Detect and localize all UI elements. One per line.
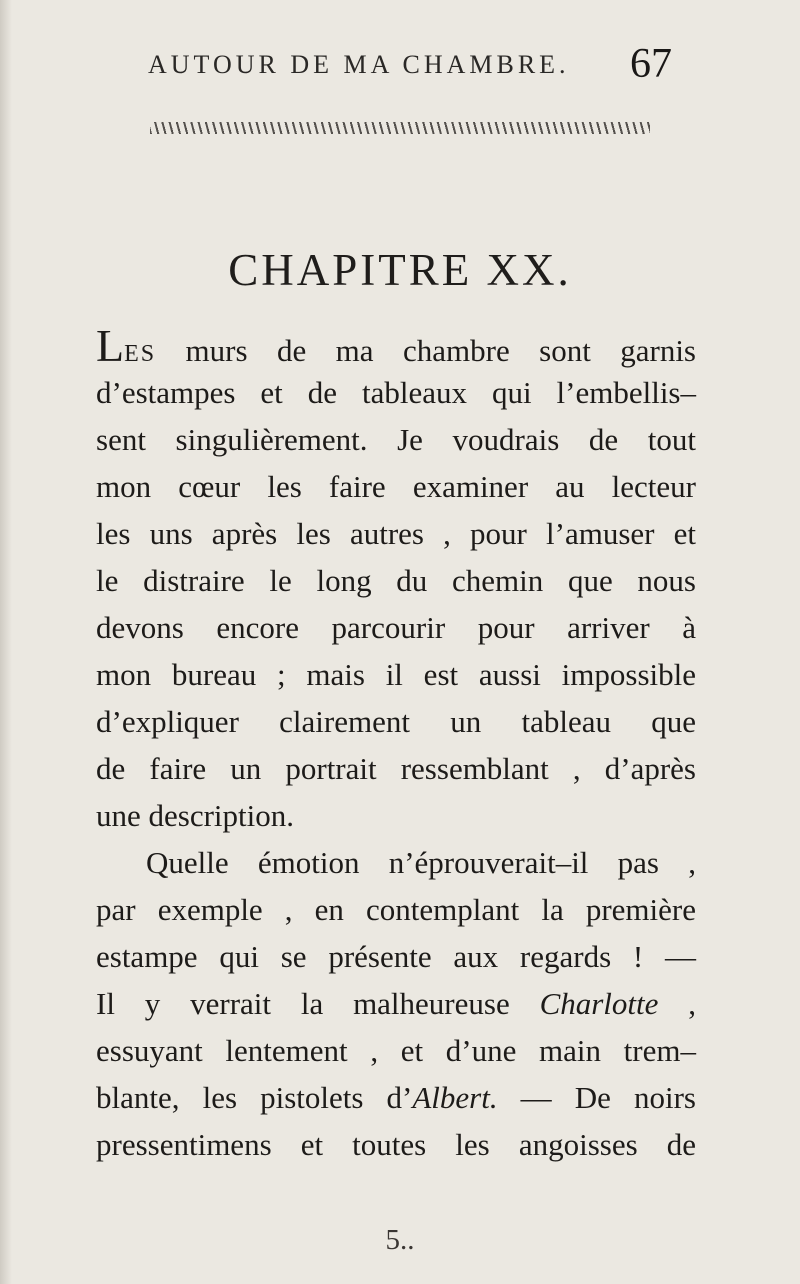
- text-line: les uns après les autres , pour l’amuser et: [96, 516, 696, 551]
- line-text: — De noirs: [497, 1080, 696, 1115]
- page-edge-shadow: [0, 0, 12, 1284]
- signature-mark: 5..: [385, 1224, 415, 1256]
- body-text: [96, 322, 696, 1168]
- text-line: par exemple , en contemplant la première: [96, 892, 696, 927]
- text-line: d’estampes et de tableaux qui l’embellis–: [96, 375, 696, 410]
- text-line: essuyant lentement , et d’une main trem–: [96, 1033, 696, 1068]
- drop-cap: L: [96, 320, 125, 371]
- line-text: Il y verrait la malheureuse: [96, 986, 540, 1021]
- decorative-rule: [150, 122, 650, 134]
- text-line: devons encore parcourir pour arriver à: [96, 610, 696, 645]
- line-text: murs de ma chambre sont garnis: [156, 333, 696, 368]
- text-line: estampe qui se présente aux regards ! —: [96, 939, 696, 974]
- text-line: [96, 1074, 696, 1121]
- text-line: mon bureau ; mais il est aussi impossible: [96, 657, 696, 692]
- small-caps-word: ES: [124, 341, 157, 367]
- chapter-title: CHAPITRE XX.: [228, 245, 572, 295]
- text-line: [96, 980, 696, 1027]
- text-line: une description.: [96, 798, 295, 833]
- line-text: ,: [658, 986, 696, 1021]
- running-title: AUTOUR DE MA CHAMBRE.: [148, 50, 570, 79]
- text-line: de faire un portrait ressemblant , d’après: [96, 751, 696, 786]
- text-line: sent singulièrement. Je voudrais de tout: [96, 422, 696, 457]
- text-line: pressentimens et toutes les angoisses de: [96, 1127, 696, 1162]
- running-head: [0, 41, 800, 94]
- line-text: blante, les pistolets d’: [96, 1080, 413, 1115]
- italic-name: Charlotte: [539, 986, 659, 1021]
- page-number: 67: [630, 41, 672, 87]
- text-line: [96, 322, 696, 369]
- text-line: Quelle émotion n’éprouverait–il pas ,: [146, 845, 696, 880]
- text-line: d’expliquer clairement un tableau que: [96, 704, 696, 739]
- text-line: le distraire le long du chemin que nous: [96, 563, 696, 598]
- text-line: mon cœur les faire examiner au lecteur: [96, 469, 696, 504]
- italic-name: Albert.: [412, 1080, 498, 1115]
